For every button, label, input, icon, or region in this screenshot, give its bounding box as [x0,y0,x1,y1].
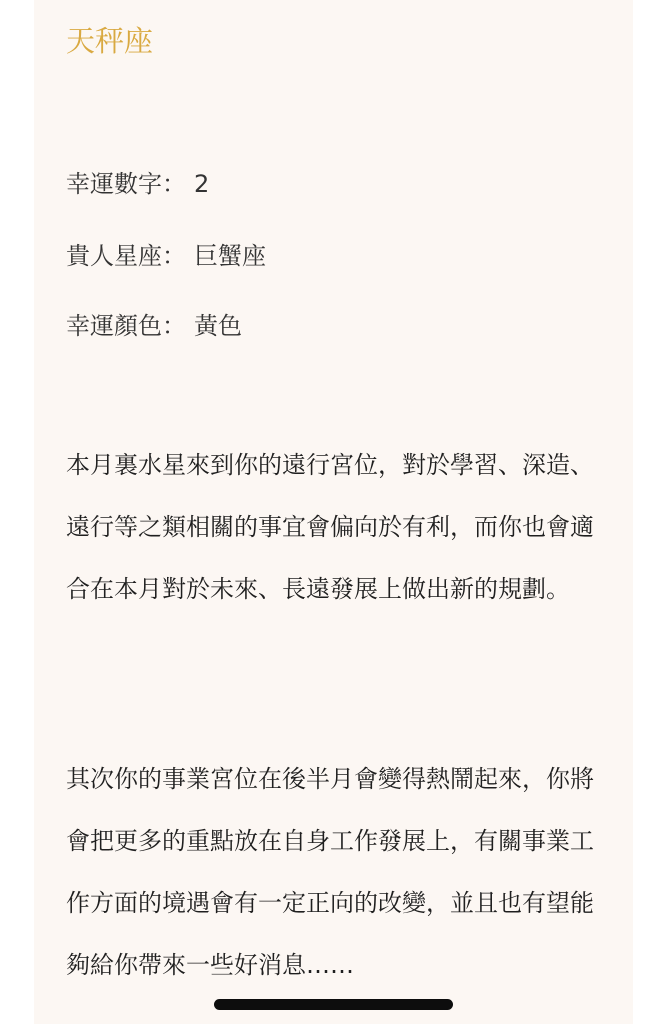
lucky-color-label: 幸運顏色： [66,312,186,340]
paragraph-mercury: 本月裏水星來到你的遠行宮位，對於學習、深造、遠行等之類相關的事宜會偏向於有利，而你也會適合在本月對於未來、長遠發展上做出新的規劃。 [66,451,594,603]
helpful-sign-value: 巨蟹座 [194,242,266,270]
helpful-sign-row [66,238,266,274]
lucky-number-label: 幸運數字： [66,170,186,198]
lucky-color-row [66,308,242,344]
helpful-sign-label: 貴人星座： [66,242,186,270]
paragraph-career: 其次你的事業宮位在後半月會變得熱鬧起來，你將會把更多的重點放在自身工作發展上，有關事業工作方面的境遇會有一定正向的改變，並且也有望能夠給你帶來一些好消息…… [66,765,594,979]
lucky-color-value: 黃色 [194,312,242,340]
home-indicator[interactable] [214,999,453,1010]
lucky-number-value: 2 [194,170,210,198]
lucky-number-row [66,166,209,202]
horoscope-card [34,0,633,1024]
page-title: 天秤座 [66,24,154,58]
